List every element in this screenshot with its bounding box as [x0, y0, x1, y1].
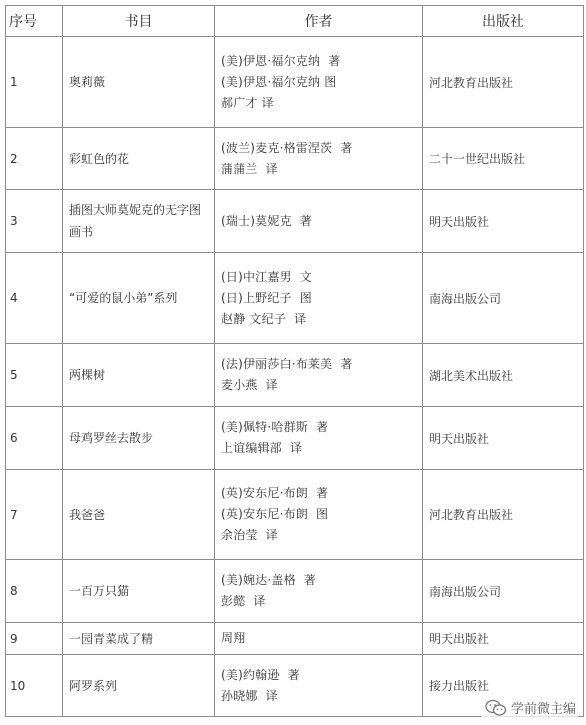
cell-publisher: 南海出版公司 [423, 560, 584, 623]
header-number: 序号 [6, 6, 63, 37]
cell-book-title: “可爱的鼠小弟”系列 [63, 253, 215, 344]
author-line: (美)佩特·哈群斯 著 [221, 420, 329, 434]
table-row [6, 623, 584, 655]
author-line: 彭懿 译 [221, 594, 266, 608]
cell-number: 2 [6, 128, 63, 190]
watermark-text: 学前微主编 [510, 702, 576, 717]
cell-publisher: 明天出版社 [423, 623, 584, 655]
cell-authors [215, 560, 423, 623]
cell-authors [215, 623, 423, 655]
cell-authors [215, 190, 423, 253]
author-line: (美)伊恩·福尔克纳 著 [221, 53, 341, 68]
cell-number: 8 [6, 560, 63, 623]
cell-publisher: 明天出版社 [423, 190, 584, 253]
cell-publisher: 二十一世纪出版社 [423, 128, 584, 190]
table-row [6, 560, 584, 623]
cell-number: 10 [6, 655, 63, 717]
header-title: 书目 [63, 6, 215, 37]
author-line: 上谊编辑部 译 [221, 441, 303, 455]
cell-authors [215, 253, 423, 344]
cell-book-title: 彩虹色的花 [63, 128, 215, 190]
cell-book-title: 我爸爸 [63, 470, 215, 560]
cell-number: 7 [6, 470, 63, 560]
cell-number: 1 [6, 37, 63, 128]
book-list-table [5, 5, 584, 717]
author-line: (日)中江嘉男 文 [221, 269, 312, 284]
cell-book-title: 奥莉薇 [63, 37, 215, 128]
author-line: 赵静 文纪子 译 [221, 311, 307, 326]
table-row [6, 407, 584, 470]
cell-publisher: 河北教育出版社 [423, 470, 584, 560]
cell-authors [215, 344, 423, 407]
cell-publisher: 南海出版公司 [423, 253, 584, 344]
header-author: 作者 [215, 6, 423, 37]
author-line: (瑞士)莫妮克 著 [221, 213, 312, 228]
cell-authors [215, 470, 423, 560]
author-line: 周翔 [221, 631, 246, 645]
author-line: (美)伊恩·福尔克纳 图 [221, 74, 337, 89]
author-line: (美)约翰逊 著 [221, 667, 300, 682]
table-row [6, 344, 584, 407]
author-line: (英)安东尼·布朗 图 [221, 507, 329, 521]
author-line: (英)安东尼·布朗 著 [221, 486, 329, 500]
cell-number: 9 [6, 623, 63, 655]
cell-authors [215, 655, 423, 717]
cell-number: 3 [6, 190, 63, 253]
table-body [6, 37, 584, 717]
cell-publisher: 接力出版社 [423, 655, 584, 717]
cell-publisher: 河北教育出版社 [423, 37, 584, 128]
author-line: (美)婉达·盖格 著 [221, 573, 317, 587]
wechat-icon [485, 699, 507, 717]
cell-authors [215, 37, 423, 128]
cell-publisher: 湖北美术出版社 [423, 344, 584, 407]
cell-number: 4 [6, 253, 63, 344]
author-line: (日)上野纪子 图 [221, 290, 312, 305]
cell-authors [215, 128, 423, 190]
cell-publisher: 明天出版社 [423, 407, 584, 470]
author-line: 麦小燕 译 [221, 378, 278, 392]
cell-book-title: 阿罗系列 [63, 655, 215, 717]
table-row [6, 37, 584, 128]
cell-book-title: 两棵树 [63, 344, 215, 407]
table-header-row [6, 6, 584, 37]
table-row [6, 253, 584, 344]
author-line: 孙晓娜 译 [221, 688, 278, 703]
header-publisher: 出版社 [423, 6, 584, 37]
cell-book-title: 插图大师莫妮克的无字图画书 [63, 190, 215, 253]
author-line: (法)伊丽莎白·布莱美 著 [221, 357, 353, 371]
cell-authors [215, 407, 423, 470]
table-row [6, 470, 584, 560]
cell-number: 6 [6, 407, 63, 470]
author-line: 余治莹 译 [221, 528, 278, 542]
watermark [481, 696, 578, 719]
author-line: 郝广才 译 [221, 95, 274, 110]
cell-book-title: 一百万只猫 [63, 560, 215, 623]
table-row [6, 190, 584, 253]
table-row [6, 128, 584, 190]
cell-book-title: 母鸡罗丝去散步 [63, 407, 215, 470]
cell-book-title: 一园青菜成了精 [63, 623, 215, 655]
author-line: (波兰)麦克·格雷涅茨 著 [221, 140, 353, 155]
author-line: 蒲蒲兰 译 [221, 161, 278, 176]
cell-number: 5 [6, 344, 63, 407]
